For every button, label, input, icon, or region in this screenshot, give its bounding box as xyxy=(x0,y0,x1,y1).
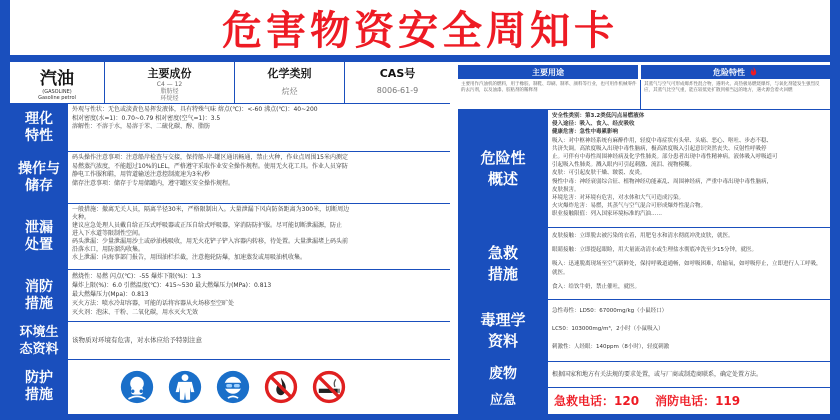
text-line: 止。可伴有中毒性周围神经病及化学性肺炎。部分患者出现中毒性精神病。液体吸入呼吸道可 xyxy=(552,154,778,161)
section-content xyxy=(68,104,450,151)
card-sheet xyxy=(10,62,830,414)
safety-goggles-icon xyxy=(216,370,250,404)
text-line: 码头泄漏：少量泄漏用沙土或砂油栈吸收，用无火花铲子铲入容器内转移，待处置。大量泄漏堵上码头前 xyxy=(72,238,349,245)
product-name-en-2: Gasoline petrol xyxy=(38,95,76,101)
text-line: 水上泄漏：向海事部门报告，用围油栏拦截，注意拖轮防爆，加速蒸发或用吸油机收集。 xyxy=(72,254,307,261)
label-line: 特性 xyxy=(25,127,53,144)
text-line: 职业接触限值：列入国家环境标准的汽油…… xyxy=(552,211,663,218)
text-line: 吸入：迅速脱离现场至空气新鲜处，保持呼吸道通畅，如呼吸困难，给输氧，如呼吸停止，立即进行人工呼吸，就医。 xyxy=(552,261,822,276)
section-content xyxy=(68,204,450,269)
label-line: 操作与 xyxy=(18,160,60,177)
label-line: 危险性 xyxy=(480,148,526,167)
section-content xyxy=(548,300,830,361)
section-content xyxy=(548,362,830,387)
section-content xyxy=(548,110,830,227)
text-line: 根据国家和地方有关法规的要求处置，或与厂商或制造商联系，确定处置方法。 xyxy=(552,370,763,378)
composition-label: 主要成份 xyxy=(147,67,192,80)
section-label xyxy=(10,152,68,203)
text-line: 健康危害：急性中毒累影响 xyxy=(552,129,619,136)
label-line: 废物 xyxy=(489,366,517,382)
product-name: 汽油 xyxy=(40,69,74,89)
label-line: 理化 xyxy=(25,110,53,127)
text-line: 引起吸入性肺炎。溅入眼内可引起刺激、流泪、视物模糊。 xyxy=(552,162,696,169)
section-leak xyxy=(10,204,450,270)
section-fire xyxy=(10,270,450,322)
no-smoking-icon xyxy=(312,370,346,404)
label-line: 急救 xyxy=(487,243,518,262)
section-label xyxy=(458,362,548,387)
text-line: 最大燃爆压力(Mpa)：0.813 xyxy=(72,291,149,298)
section-label xyxy=(458,300,548,361)
section-protection xyxy=(10,360,450,414)
section-waste xyxy=(458,362,830,388)
hazard-text: 其蒸气与空气可形成爆炸性混合物，遇明火、高热极易燃烧爆炸，与氧化剂能发生强烈反应，其蒸气比空气重，能在较低处扩散到相当远的地方，遇火源会着火回燃 xyxy=(644,82,820,93)
respirator-icon xyxy=(120,370,154,404)
emergency-phones xyxy=(548,388,830,414)
section-toxicology xyxy=(458,300,830,362)
text-line: 火种。 xyxy=(72,214,91,221)
label-line: 资料 xyxy=(487,331,518,350)
title-bar xyxy=(10,0,830,55)
text-line: 静电工作服和鞋，用管道输送注意控制流速为3米/秒 xyxy=(72,171,210,178)
label-line: 应急 xyxy=(489,393,516,408)
label-line: 措施 xyxy=(25,295,53,312)
label-line: 措施 xyxy=(487,264,518,283)
section-label xyxy=(458,388,548,414)
text-line: 灭火方法：喷水冷却容器，可能的话将容器从火场移至空旷处 xyxy=(72,300,235,307)
flame-icon xyxy=(749,67,758,77)
cas-label: CAS号 xyxy=(379,67,416,80)
section-label xyxy=(10,204,68,269)
text-line: 溶解性：不溶于水，易溶于苯、二硫化碳、醇、脂肪 xyxy=(72,123,211,130)
text-line: 建议应急处理人员戴自给正压式呼吸器或正压自给式呼吸器，穿消防防护服。尽可能切断泄漏源，防止 xyxy=(72,222,343,229)
text-line: 相对密度(水=1)：0.70~0.79 相对密度(空气=1)：3.5 xyxy=(72,114,221,122)
text-line: 食入：给饮牛奶，禁止催吐，就医。 xyxy=(552,284,641,290)
section-content xyxy=(68,322,450,359)
usage-text: 主要用作汽油机的燃料，用于橡胶、制鞋、印刷、制革、颜料等行业，也可用作机械零件的去污剂，以及油漆、胶粘剂的稀释剂 xyxy=(458,80,641,109)
label-line: 概述 xyxy=(487,169,518,188)
text-line: 爆炸上限(%)：6.0 引燃温度(℃)：415~530 最大燃爆压力(MPa)：0.813 xyxy=(72,282,272,289)
label-line: 防护 xyxy=(25,370,53,386)
text-line: 急性毒性：LD50：67000mg/kg（小鼠经口） xyxy=(552,308,668,314)
label-line: 态资料 xyxy=(19,341,59,357)
text-line: LC50：103000mg/m³，2小时（小鼠吸入） xyxy=(552,326,664,332)
text-line: 该物质对环境有危害，对水体应给予特别注意 xyxy=(72,336,202,345)
text-line: 侵入途径：吸入、食入、经皮吸收 xyxy=(552,121,635,128)
text-line: 一般措施：撤离无关人员，隔离半径30米，严格限制出入。大量泄漏下风向防备距离为300米，切断周边 xyxy=(72,206,350,213)
section-label xyxy=(10,360,68,414)
text-line: 易燃蒸汽浓度，不能超过10%的LEL，严格遵守采取作业安全操作规程。使用无火花工具。作业人员穿防 xyxy=(72,162,348,170)
right-top-text xyxy=(458,80,830,110)
text-line: 皮肤损害。 xyxy=(552,186,580,193)
section-first-aid xyxy=(458,228,830,300)
composition-value-2: 脂肪烃 xyxy=(160,88,179,95)
text-line: 火灾爆炸危害：易燃，其蒸气与空气混合可形成爆炸性混合物。 xyxy=(552,203,707,210)
label-line: 处置 xyxy=(25,236,53,253)
cas-value: 8006-61-9 xyxy=(376,86,419,95)
cas-cell xyxy=(345,62,450,103)
chem-class-value: 烷烃 xyxy=(281,87,298,96)
product-name-en: (GASOLINE) xyxy=(42,89,72,95)
label-line: 毒理学 xyxy=(480,310,526,329)
section-environment xyxy=(10,322,450,360)
label-line: 泄漏 xyxy=(25,219,53,236)
hazard-label-cell xyxy=(641,65,830,79)
first-aid-phone: 急救电话：120 xyxy=(554,394,640,408)
text-line: 沿落水口，用防溜沟收集。 xyxy=(72,246,145,253)
section-hazard-overview xyxy=(458,110,830,228)
text-line: 燃烧性：易燃 闪点(℃)：-55 爆炸下限(%)：1.3 xyxy=(72,273,201,280)
section-properties xyxy=(10,104,450,152)
hazard-label: 危险特性 xyxy=(713,67,745,77)
right-header xyxy=(458,65,830,79)
text-line: 灭火剂：泡沫、干粉、二氧化碳，用水灭火无效 xyxy=(72,309,199,316)
text-line: 进入下水道等限制性空间。 xyxy=(72,230,145,237)
chem-class-label: 化学类别 xyxy=(267,67,312,80)
chem-class-cell xyxy=(235,62,345,103)
label-line: 环境生 xyxy=(19,324,59,340)
ppe-icons-row xyxy=(68,360,450,414)
composition-value-1: C4 — 12 xyxy=(156,81,183,88)
no-open-flame-icon xyxy=(264,370,298,404)
section-label xyxy=(10,104,68,151)
text-line: 眼睛接触：立即提起眼睑，用大量流动清水或生理盐水彻底冲洗至少15分钟，就医。 xyxy=(552,247,758,253)
label-line: 储存 xyxy=(25,177,53,194)
product-name-cell xyxy=(10,62,105,103)
section-label xyxy=(10,270,68,321)
text-line: 外观与性状：无色或淡黄色易挥发液体，具有特殊气味 熔点(℃)：<-60 沸点(℃)：40~200 xyxy=(72,106,318,113)
text-line: 皮肤：可引起皮肤干燥、皲裂、皮炎。 xyxy=(552,170,646,177)
protective-suit-icon xyxy=(168,370,202,404)
section-content xyxy=(68,152,450,203)
section-content xyxy=(68,270,450,321)
text-line: 储存注意事项：储存于专用储罐内，遵守罐区安全操作规程。 xyxy=(72,179,235,187)
text-line: 码头操作注意事项：注意船岸检查与交接，保持船-岸-罐区通讯畅通，禁止火种，作业点周围15米内测定 xyxy=(72,154,348,161)
fire-phone: 消防电话：119 xyxy=(655,394,741,408)
text-line: 慢性中毒：神经衰弱综合征、植物神经功能紊乱、周围神经病，严重中毒出现中毒性脑病， xyxy=(552,178,773,185)
text-line: 吸入：对中枢神经系统有麻醉作用，轻度中毒症状有头晕、头痛、恶心、呕吐、步态不稳、 xyxy=(552,137,773,144)
page-title: 危害物资安全周知卡 xyxy=(222,8,618,54)
usage-label: 主要用途 xyxy=(458,65,638,79)
section-emergency xyxy=(458,388,830,414)
text-line: 刺激性：人经眼：140ppm（8小时），轻度刺激 xyxy=(552,344,670,350)
text-line: 安全性类别：第3.2类低闪点易燃液体 xyxy=(552,113,645,119)
composition-value-3: 环烷烃 xyxy=(160,95,179,102)
product-header xyxy=(10,62,450,104)
section-operation xyxy=(10,152,450,204)
composition-cell xyxy=(105,62,235,103)
section-label xyxy=(10,322,68,359)
text-line: 环境危害：对环境有危害，对水体和大气可造成污染。 xyxy=(552,195,685,202)
section-label xyxy=(458,228,548,299)
text-line: 皮肤接触：立即脱去被污染的衣着，用肥皂水和清水彻底冲洗皮肤，就医。 xyxy=(552,233,734,239)
label-line: 消防 xyxy=(25,278,53,295)
label-line: 措施 xyxy=(25,387,53,403)
text-line: 共济失调。高浓度吸入出现中毒性脑病，极高浓度吸入引起意识突然丧失、反射性呼吸停 xyxy=(552,145,767,152)
section-content xyxy=(548,228,830,299)
section-label xyxy=(458,110,548,227)
